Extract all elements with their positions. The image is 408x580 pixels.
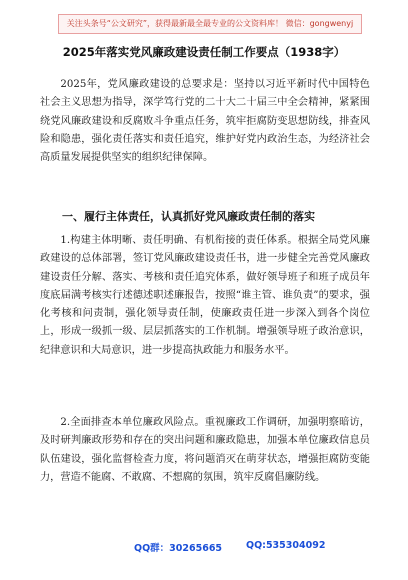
qq-group-text: QQ群：30265665 (134, 543, 223, 554)
promo-banner: 关注头条号“公文研究”，获得最新最全最专业的公文资料库！ 微信：gongwenyj (58, 14, 362, 34)
item-paragraph-2: 2.全面排查本单位廉政风险点。重视廉政工作调研，加强明察暗访，及时研判廉政形势和存在的突出问题和廉政隐患，加强本单位廉政信息员队伍建设，强化监督检查力度，将问题消灭在萌芽状态，增强拒腐防变能力，营造不能腐、不敢腐、不想腐的氛围，筑牢反腐倡廉防线。 (40, 417, 370, 483)
intro-paragraph: 2025年，党风廉政建设的总要求是：坚持以习近平新时代中国特色社会主义思想为指导，深学笃行党的二十大二十届三中全会精神，紧紧围绕党风廉政建设和反腐败斗争重点任务，筑牢拒腐防变思想防线，排查风险和隐患，强化责任落实和责任追究，维护好党内政治生态，为经济社会高质量发展提供坚实的组织纪律保障。 (40, 79, 370, 164)
section-heading: 一、履行主体责任，认真抓好党风廉政责任制的落实 (62, 210, 315, 223)
document-title: 2025年落实党风廉政建设责任制工作要点（1938字） (62, 45, 346, 59)
qq-number-text: QQ:535304092 (246, 540, 326, 551)
item-paragraph-1: 1.构建主体明晰、责任明确、有机衔接的责任体系。根据全局党风廉政建设的总体部署，签订党风廉政建设责任书，进一步健全完善党风廉政建设责任分解、落实、考核和责任追究体系，做好领导班子和班子成员年度底届满考核实行述德述职述廉报告，按照“谁主管、谁负责”的要求，强化考核和问责制，强化领导责任制，使廉政责任进一步深入到各个岗位上，形成一级抓一级、层层抓落实的工作机制。增强领导班子政治意识，纪律意识和大局意识，进一步提高执政能力和服务水平。 (40, 235, 370, 356)
